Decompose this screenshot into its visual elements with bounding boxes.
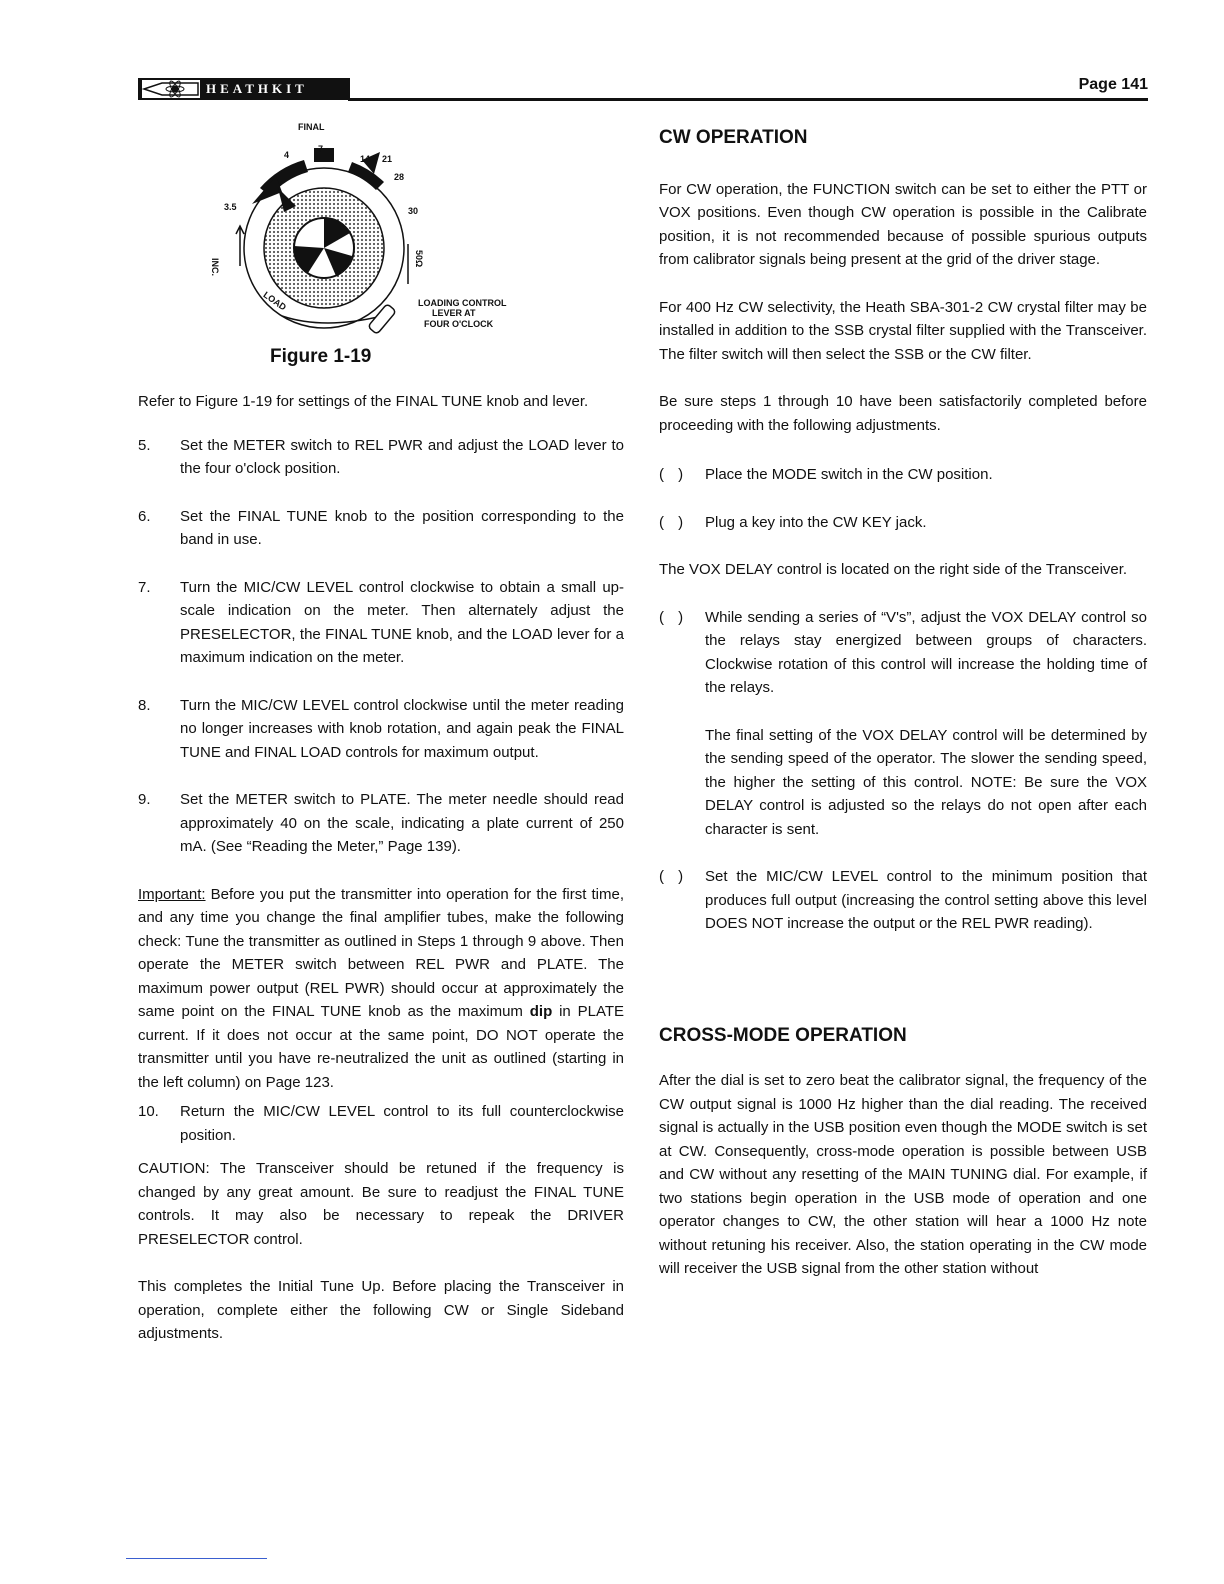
- checklist-item-vox-delay: [659, 606, 1147, 700]
- cross-mode-heading: CROSS-MODE OPERATION: [659, 1024, 907, 1046]
- label-50-ohm: 50Ω: [414, 250, 424, 268]
- step-6: [138, 505, 624, 552]
- checkbox-placeholder: ( ): [659, 466, 689, 483]
- step-text: Set the FINAL TUNE knob to the position corresponding to the band in use.: [180, 507, 624, 548]
- logo-text: HEATHKIT: [206, 81, 308, 96]
- label-band-7: 7: [318, 144, 324, 154]
- step-number: 8.: [138, 696, 151, 714]
- checklist-item-mic-level: [659, 865, 1147, 936]
- label-inc: INC.: [210, 258, 220, 276]
- footer-rule: [126, 1558, 267, 1559]
- band-pointer-35: [252, 176, 282, 204]
- checklist-item-mode: [659, 463, 1147, 487]
- label-band-14: 14: [360, 154, 371, 164]
- left-column: [138, 390, 624, 1346]
- band-mark-7: [314, 148, 334, 162]
- cw-operation-heading: CW OPERATION: [659, 127, 808, 148]
- important-text-end: in PLATE current. If it does not occur at the same point, DO NOT operate the transmitter until you have re-neutralized the unit as outlined (starting in the left column) on Page 123.: [138, 1003, 625, 1091]
- important-text: Before you put the transmitter into operation for the first time, and any time you change the final amplifier tubes, make the following check: Tune the transmitter as outlined in Steps 1 through 9 above. Then operate the METER switch between REL PWR and PLATE. The maximum power output (REL PWR) should occur at approximately the same point on the FINAL TUNE knob as the maximum: [138, 885, 624, 1020]
- page-header: [138, 74, 1148, 104]
- important-label: Important:: [138, 885, 206, 903]
- step-number: 10.: [138, 1103, 159, 1120]
- header-rule: [348, 98, 1148, 101]
- cw-filter-paragraph: For 400 Hz CW selectivity, the Heath SBA-301-2 CW crystal filter may be installed in addition to the SSB crystal filter supplied with the Transceiver. The filter switch will then select the SSB or the CW filter.: [659, 298, 1147, 363]
- cw-function-paragraph: For CW operation, the FUNCTION switch can be set to either the PTT or VOX positions. Even though CW operation is possible in the Calibrate position, it is not recommended because of possible spurious outputs from calibrator signals being present at the grid of the driver stage.: [659, 180, 1147, 268]
- step-text: Set the METER switch to PLATE. The meter needle should read approximately 40 on the scale, indicating a plate current of 250 mA. (See “Reading the Meter,” Page 139).: [180, 791, 624, 855]
- inc-arrow-icon: [236, 226, 244, 266]
- figure-caption: Figure 1-19: [270, 346, 372, 367]
- cross-mode-paragraph: After the dial is set to zero beat the calibrator signal, the frequency of the CW output signal is 1000 Hz higher than the dial reading. The received signal is actually in the USB position even though the MODE switch is set at CW. Consequently, cross-mode operation is possible between USB and CW without any resetting of the MAIN TUNING dial. For example, if two stations begin operation in the USB mode of operation and one operator changes to CW, the other station will hear a 1000 Hz note without retuning his receiver. Also, the station operating in the CW mode will receiver the USB signal from the other station without: [659, 1072, 1147, 1277]
- label-band-21: 21: [382, 154, 393, 164]
- step-text: Set the METER switch to REL PWR and adjust the LOAD lever to the four o'clock position.: [180, 436, 624, 477]
- band-arc-high: [348, 162, 384, 190]
- checklist-item-key: [659, 511, 1147, 535]
- label-band-30: 30: [408, 206, 419, 216]
- checkbox-placeholder: ( ): [659, 868, 689, 885]
- checkbox-placeholder: ( ): [659, 608, 689, 626]
- figure-1-19: [212, 118, 592, 378]
- vox-location-paragraph: The VOX DELAY control is located on the right side of the Transceiver.: [659, 561, 1128, 578]
- checklist-text: Set the MIC/CW LEVEL control to the minimum position that produces full output (increasing the control setting above this level DOES NOT increase the output or the REL PWR reading).: [705, 868, 1147, 932]
- checklist-text: Place the MODE switch in the CW position.: [705, 466, 993, 483]
- step-5: [138, 434, 624, 481]
- label-final: FINAL: [298, 122, 325, 132]
- step-9: [138, 788, 624, 859]
- step-7: [138, 576, 624, 670]
- load-lever: [368, 304, 396, 335]
- label-four-oclock: FOUR O'CLOCK: [424, 319, 494, 329]
- step-number: 6.: [138, 507, 151, 525]
- important-dip: dip: [529, 1003, 553, 1020]
- step-number: 5.: [138, 436, 151, 454]
- important-paragraph: [138, 883, 624, 1095]
- heathkit-logo: [138, 78, 350, 100]
- step-text: Turn the MIC/CW LEVEL control clockwise to obtain a small up-scale indication on the meter. Then alternately adjust the PRESELECTOR, the FINAL TUNE knob, and the LOAD lever for a maximum indication on the meter.: [180, 578, 624, 666]
- label-band-3-5: 3.5: [224, 202, 237, 212]
- right-column: [659, 126, 1147, 1281]
- step-number: 9.: [138, 791, 151, 808]
- step-text: Return the MIC/CW LEVEL control to its full counterclockwise position.: [180, 1103, 624, 1144]
- checklist-text: While sending a series of “V's”, adjust the VOX DELAY control so the relays stay energized between groups of characters. Clockwise rotation of this control will increase the holding time of the relays.: [705, 608, 1147, 696]
- final-tune-knob-diagram: [212, 118, 592, 378]
- label-load: LOAD: [261, 289, 289, 313]
- page-number: Page 141: [1078, 76, 1148, 93]
- step-10: [138, 1100, 624, 1147]
- steps-complete-paragraph: Be sure steps 1 through 10 have been satisfactorily completed before proceeding with the following adjustments.: [659, 393, 1147, 434]
- heathkit-emblem-icon: [142, 80, 200, 98]
- vox-note-text: The final setting of the VOX DELAY control will be determined by the sending speed of the operator. The slower the sending speed, the higher the setting of this control. NOTE: Be sure the VOX DELAY control is adjusted so the relays do not open after each character is sent.: [705, 726, 1147, 838]
- checklist-text: Plug a key into the CW KEY jack.: [705, 513, 927, 531]
- step-number: 7.: [138, 578, 151, 596]
- label-lever-at: LEVER AT: [432, 308, 476, 318]
- label-band-28: 28: [394, 172, 405, 182]
- caution-paragraph: CAUTION: The Transceiver should be retuned if the frequency is changed by any great amount. Be sure to readjust the FINAL TUNE controls. It may also be necessary to repeak the DRIVER PRESELECTOR control.: [138, 1160, 624, 1248]
- label-loading-control: LOADING CONTROL: [418, 298, 507, 308]
- vox-note-block: [659, 724, 1147, 842]
- step-text: Turn the MIC/CW LEVEL control clockwise until the meter reading no longer increases with knob rotation, and again peak the FINAL TUNE and FINAL LOAD controls for maximum output.: [180, 696, 624, 761]
- completion-paragraph: This completes the Initial Tune Up. Before placing the Transceiver in operation, complete either the following CW or Single Sideband adjustments.: [138, 1278, 624, 1342]
- step-8: [138, 694, 624, 765]
- checkbox-placeholder: ( ): [659, 513, 689, 531]
- label-band-4: 4: [284, 150, 290, 160]
- figure-reference-paragraph: Refer to Figure 1-19 for settings of the FINAL TUNE knob and lever.: [138, 393, 589, 410]
